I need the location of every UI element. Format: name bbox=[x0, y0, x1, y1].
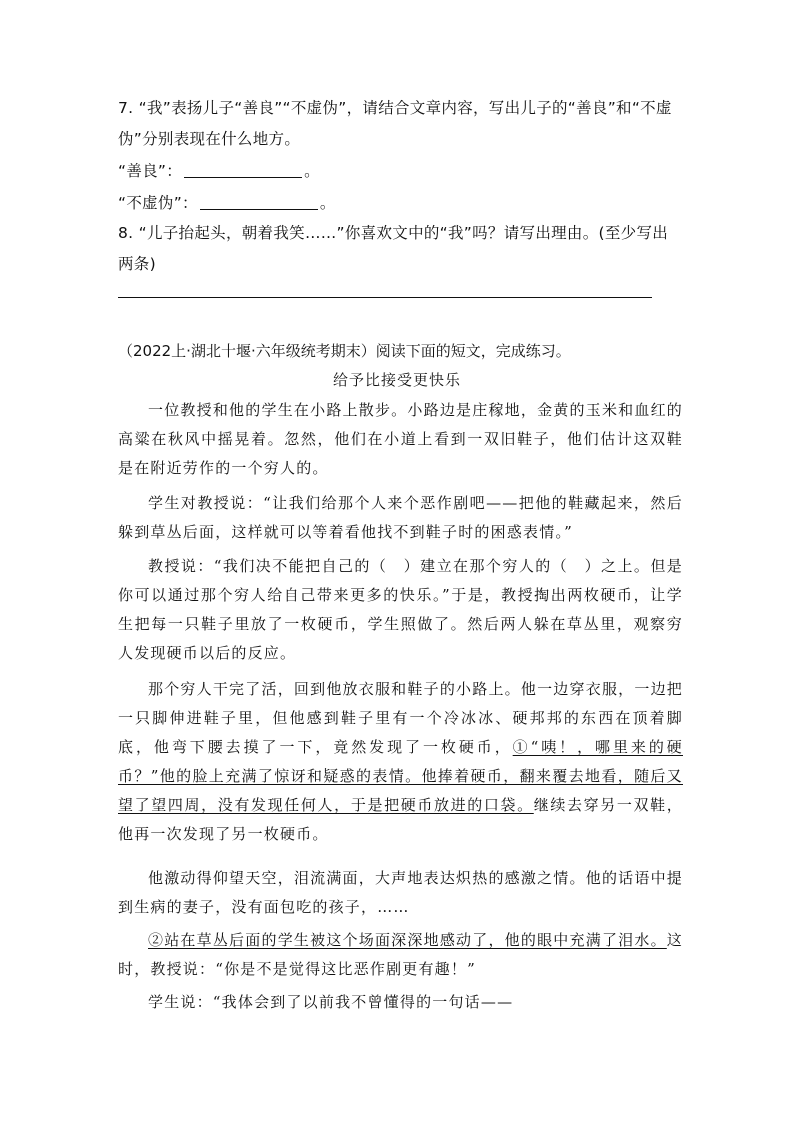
answer-a-label: “善良”： bbox=[118, 162, 183, 180]
paragraph-3: 教授说：“我们决不能把自己的（ ）建立在那个穷人的（ ）之上。但是你可以通过那个穷人给自己带来更多的快乐。”于是，教授掏出两枚硬币，让学生把每一只鞋子里放了一枚硬币，学生照做了。然后两人躲在草丛里，观察穷人发现硬币以后的反应。 bbox=[118, 557, 683, 662]
paragraph-2: 学生对教授说：“让我们给那个人来个恶作剧吧——把他的鞋藏起来，然后躲到草丛后面，这样就可以等着看他找不到鞋子时的困惑表情。” bbox=[118, 494, 683, 541]
paragraph-6-text: 这时，教授说：“你是不是觉得这比恶作剧更有趣！” bbox=[118, 931, 683, 978]
question-8-line-2: 两条) bbox=[118, 255, 156, 273]
underlined-sentence-2: ②站在草丛后面的学生被这个场面深深地感动了，他的眼中充满了泪水。 bbox=[148, 931, 667, 949]
question-7-answer-b bbox=[118, 191, 336, 213]
paragraph-1: 一位教授和他的学生在小路上散步。小路边是庄稼地，金黄的玉米和血红的高粱在秋风中摇晃着。忽然，他们在小道上看到一双旧鞋子，他们估计这双鞋是在附近劳作的一个穷人的。 bbox=[118, 401, 683, 477]
paragraph-4 bbox=[118, 675, 683, 849]
passage-title: 给予比接受更快乐 bbox=[332, 371, 461, 389]
paragraph-4-text-b: 继续去穿另一双鞋，他再一次发现了另一枚硬币。 bbox=[118, 796, 683, 843]
paragraph-6 bbox=[118, 926, 683, 984]
question-8-answer-line[interactable] bbox=[118, 297, 652, 298]
answer-b-blank[interactable] bbox=[200, 195, 318, 210]
answer-a-blank[interactable] bbox=[184, 163, 302, 178]
question-7-answer-a bbox=[118, 159, 320, 181]
underlined-sentence-1: ①“咦！，哪里来的硬币？”他的脸上充满了惊讶和疑惑的表情。他捧着硬币，翻来覆去地看，随后又望了望四周，没有发现任何人，于是把硬币放进的口袋。 bbox=[118, 738, 683, 814]
paragraph-4-text-a: 那个穷人干完了活，回到他放衣服和鞋子的小路上。他一边穿衣服，一边把一只脚伸进鞋子里，但他感到鞋子里有一个冷冰冰、硬邦邦的东西在顶着脚底，他弯下腰去摸了一下，竟然发现了一枚硬币， bbox=[118, 680, 683, 756]
question-7-line-1: 7. “我”表扬儿子“善良”“不虚伪”，请结合文章内容，写出儿子的“善良”和“不虚 bbox=[118, 99, 672, 117]
answer-b-period: 。 bbox=[319, 194, 336, 212]
question-8-line-1: 8. “儿子抬起头，朝着我笑……”你喜欢文中的“我”吗？请写出理由。(至少写出 bbox=[118, 224, 669, 242]
question-7-line-2: 伪”分别表现在什么地方。 bbox=[118, 130, 301, 148]
paragraph-7: 学生说：“我体会到了以前我不曾懂得的一句话—— bbox=[148, 993, 514, 1011]
answer-a-period: 。 bbox=[304, 162, 320, 180]
passage-source: （2022上·湖北十堰·六年级统考期末）阅读下面的短文，完成练习。 bbox=[118, 342, 571, 360]
answer-b-label: “不虚伪”： bbox=[118, 194, 198, 212]
paragraph-5: 他激动得仰望天空，泪流满面，大声地表达炽热的感激之情。他的话语中提到生病的妻子，没有面包吃的孩子，…… bbox=[118, 869, 683, 916]
